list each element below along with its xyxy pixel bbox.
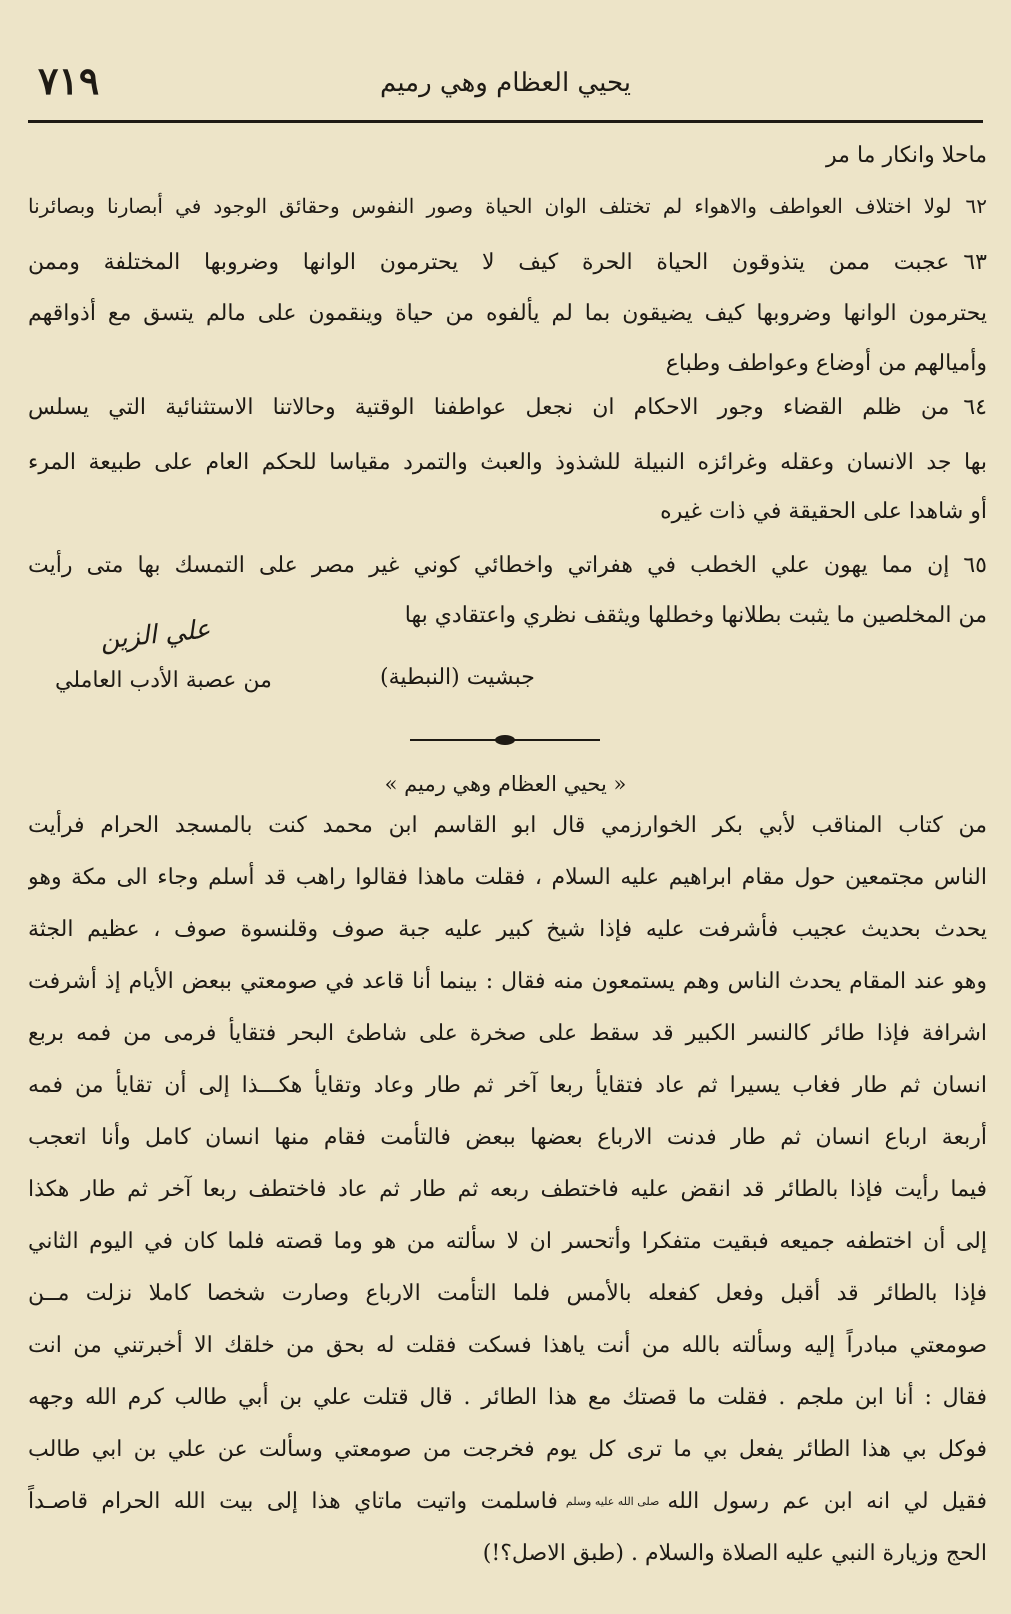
- salutation-mark: صلى الله عليه وسلم: [565, 1495, 660, 1508]
- divider-ornament: [495, 735, 515, 745]
- text-line: ماحلا وانكار ما مر: [826, 143, 987, 168]
- aphorism-number: ٦٤: [963, 395, 987, 420]
- author-affiliation: من عصبة الأدب العاملي: [55, 668, 272, 693]
- aphorism-line: ٦٣عجبت ممن يتذوقون الحياة الحرة كيف لا يحترمون الوانها وضروبها المختلفة وممن: [28, 237, 987, 289]
- paragraph-line: إلى أن اختطفه جميعه فبقيت متفكرا وأتحسر ان لا سألته من هو وما قصته فلما كان في اليوم الثاني: [28, 1229, 987, 1254]
- section-title: « يحيي العظام وهي رميم »: [384, 772, 627, 796]
- source-location: جبشيت (النبطية): [380, 665, 535, 690]
- paragraph-line: فإذا بالطائر قد أقبل وفعل كفعله بالأمس فلما التأمت الارباع وصارت شخصا كاملا نزلت مــن: [28, 1281, 987, 1306]
- aphorism-line: ٦٢لولا اختلاف العواطف والاهواء لم تختلف الوان الحياة وصور النفوس وحقائق الوجود في أبصارنا وبصائرنا: [28, 180, 987, 232]
- aphorism-number: ٦٢: [965, 194, 987, 218]
- paragraph-line: صومعتي مبادراً إليه وسألته بالله من أنت ياهذا فسكت فقلت له بحق من خلقك الا أخبرتني من انت: [28, 1333, 987, 1358]
- paragraph-line: فقال : أنا ابن ملجم . فقلت ما قصتك مع هذا الطائر . قال قتلت علي بن أبي طالب كرم الله وجهه: [28, 1385, 987, 1410]
- text-line: من المخلصين ما يثبت بطلانها وخطلها ويثقف نظري واعتقادي بها: [404, 603, 987, 628]
- paragraph-line: انسان ثم طار فغاب يسيرا ثم عاد فتقايأ ربعا آخر ثم طار وعاد وتقايأ هكـــذا إلى أن تقايأ من فمه: [28, 1073, 987, 1098]
- text-line: يحترمون الوانها وضروبها كيف يضيقون بما لم يألفوه من حياة وينقمون على مالم يتسق مع أذواقهم: [28, 301, 987, 326]
- paragraph-line: وهو عند المقام يحدث الناس وهم يستمعون منه فقال : بينما أنا قاعد في صومعتي ببعض الأيام إذ أشرفت: [28, 969, 987, 994]
- text-line: وأميالهم من أوضاع وعواطف وطباع: [665, 351, 987, 376]
- aphorism-number: ٦٣: [963, 250, 987, 275]
- aphorism-number: ٦٥: [963, 553, 987, 578]
- paragraph-line: الحج وزيارة النبي عليه الصلاة والسلام . (طبق الاصل؟!): [482, 1541, 987, 1566]
- text-line: أو شاهدا على الحقيقة في ذات غيره: [660, 499, 987, 524]
- paragraph-line: من كتاب المناقب لأبي بكر الخوارزمي قال ابو القاسم ابن محمد كنت بالمسجد الحرام فرأيت: [28, 813, 987, 838]
- paragraph-line: فقيل لي انه ابن عم رسول اللهصلى الله عليه وسلمفاسلمت واتيت ماتاي هذا إلى بيت الله الحرام قاصـداً: [28, 1489, 987, 1514]
- paragraph-line: الناس مجتمعين حول مقام ابراهيم عليه السلام ، فقلت ماهذا فقالوا راهب قد أسلم وجاء الى مكة وهو: [28, 865, 987, 890]
- header-rule: [28, 120, 983, 123]
- author-signature: علي الزين: [98, 614, 212, 656]
- aphorism-line: ٦٤من ظلم القضاء وجور الاحكام ان نجعل عواطفنا الوقتية وحالاتنا الاستثنائية التي يسلس: [28, 382, 987, 434]
- paragraph-line: يحدث بحديث عجيب فأشرفت عليه فإذا شيخ كبير عليه جبة صوف وقلنسوة صوف ، عظيم الجثة: [28, 917, 987, 942]
- paragraph-line: فيما رأيت فإذا بالطائر قد انقض عليه فاختطف ربعه ثم طار ثم عاد فاختطف ربعا آخر ثم طار هكذا: [28, 1177, 987, 1202]
- running-title: يحيي العظام وهي رميم: [380, 68, 631, 98]
- section-divider: [410, 733, 600, 747]
- paragraph-line: أربعة ارباع انسان ثم طار فدنت الارباع بعضها ببعض فالتأمت فقام منها انسان كامل وأنا اتعجب: [28, 1125, 987, 1150]
- page-number: ٧١٩: [38, 58, 100, 103]
- aphorism-line: ٦٥إن مما يهون علي الخطب في هفراتي واخطائي كوني غير مصر على التمسك بها متى رأيت: [28, 540, 987, 592]
- paragraph-line: فوكل بي هذا الطائر يفعل بي ما ترى كل يوم فخرجت من صومعتي وسألت عن علي بن ابي طالب: [28, 1437, 987, 1462]
- text-line: بها جد الانسان وعقله وغرائزه النبيلة للشذوذ والعبث والتمرد مقياسا للحكم العام على طبيعة المرء: [28, 450, 987, 475]
- paragraph-line: اشرافة فإذا طائر كالنسر الكبير قد سقط على صخرة على شاطئ البحر فتقايأ فرمى من فمه بربع: [28, 1021, 987, 1046]
